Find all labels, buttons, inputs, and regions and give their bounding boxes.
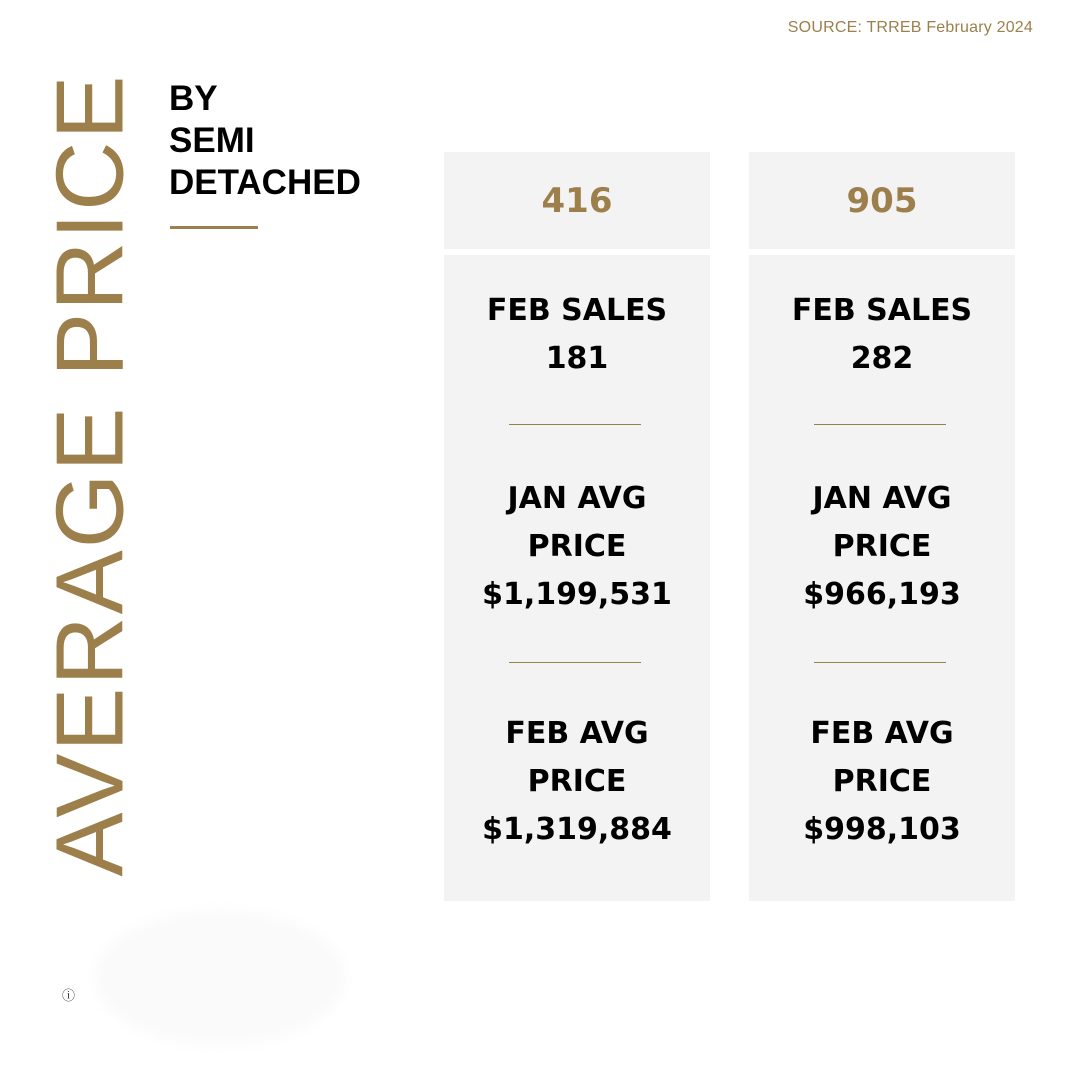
column-body [749, 255, 1015, 901]
jan-avg-price-value: $966,193 [803, 577, 961, 612]
divider [509, 424, 641, 425]
feb-avg-price-value: $1,319,884 [482, 812, 672, 847]
subtitle-divider [170, 226, 258, 229]
column-416 [444, 152, 710, 901]
feb-avg-price-block [444, 710, 710, 854]
jan-avg-label: JAN AVG [812, 481, 952, 516]
faded-watermark [95, 910, 345, 1045]
feb-price-label: PRICE [832, 764, 932, 799]
column-header: 905 [749, 152, 1015, 249]
feb-sales-value: 181 [545, 341, 609, 376]
feb-avg-price-block [749, 710, 1015, 854]
vertical-title [37, 70, 144, 880]
music-note-icon: ⓘ [62, 989, 76, 1004]
source-note: SOURCE: TRREB February 2024 [787, 19, 1033, 36]
subtitle-line-3: DETACHED [169, 163, 361, 202]
divider [814, 424, 946, 425]
divider [814, 662, 946, 663]
divider [509, 662, 641, 663]
subtitle-line-1: BY [169, 79, 218, 118]
column-body [444, 255, 710, 901]
feb-sales-label: FEB SALES [486, 293, 668, 328]
subtitle-line-2: SEMI [169, 121, 255, 160]
feb-sales-value: 282 [850, 341, 914, 376]
feb-sales-block [444, 287, 710, 383]
subtitle [169, 78, 361, 204]
feb-avg-label: FEB AVG [810, 716, 954, 751]
vertical-title-text: AVERAGE PRICE [37, 73, 144, 877]
feb-price-label: PRICE [527, 764, 627, 799]
feb-sales-block [749, 287, 1015, 383]
feb-avg-label: FEB AVG [505, 716, 649, 751]
column-header: 416 [444, 152, 710, 249]
jan-avg-price-block [444, 475, 710, 619]
feb-sales-label: FEB SALES [791, 293, 973, 328]
jan-price-label: PRICE [527, 529, 627, 564]
jan-avg-price-value: $1,199,531 [482, 577, 672, 612]
jan-avg-price-block [749, 475, 1015, 619]
jan-avg-label: JAN AVG [507, 481, 647, 516]
feb-avg-price-value: $998,103 [803, 812, 961, 847]
column-905 [749, 152, 1015, 901]
jan-price-label: PRICE [832, 529, 932, 564]
